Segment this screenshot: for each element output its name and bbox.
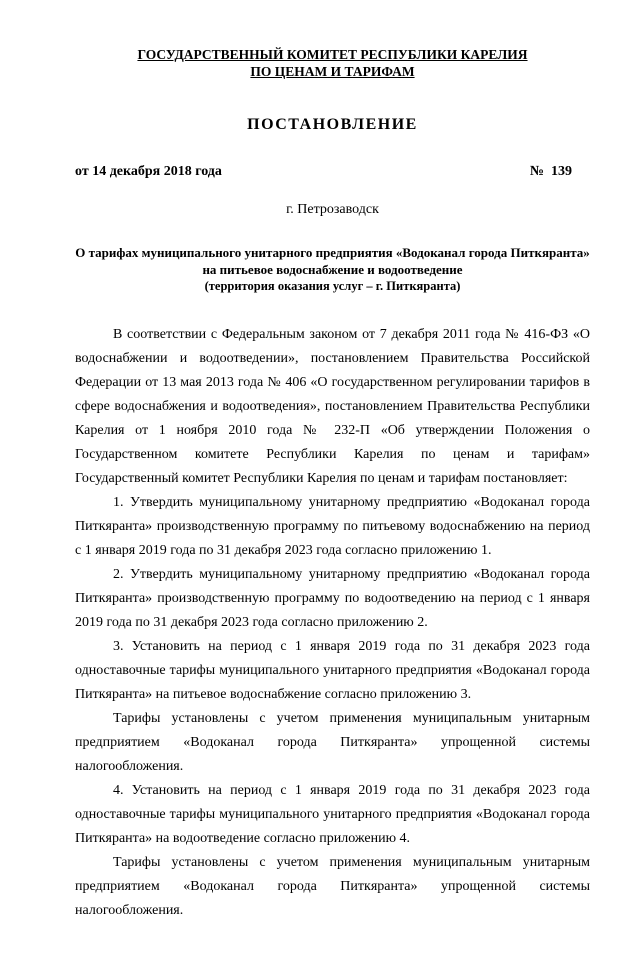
document-subject-territory: (территория оказания услуг – г. Питкяранта) — [204, 279, 461, 293]
body-paragraph: 1. Утвердить муниципальному унитарному предприятию «Водоканал города Питкяранта» производственную программу по питьевому водоснабжению на период с 1 января 2019 года по 31 декабря 2023 года согласно приложению 1. — [75, 495, 590, 558]
document-date: от 14 декабря 2018 года — [75, 164, 222, 179]
body-paragraph: 4. Установить на период с 1 января 2019 года по 31 декабря 2023 года одноставочные тарифы муниципального унитарного предприятия «Водоканал города Питкяранта» на водоотведение согласно приложению 4. — [75, 783, 590, 846]
document-subject — [75, 244, 590, 295]
body-paragraph: Тарифы установлены с учетом применения муниципальным унитарным предприятием «Водоканал города Питкяранта» упрощенной системы налогообложения. — [75, 711, 590, 774]
body-paragraph: 2. Утвердить муниципальному унитарному предприятию «Водоканал города Питкяранта» производственную программу по водоотведению на период с 1 января 2019 года по 31 декабря 2023 года согласно приложению 2. — [75, 567, 590, 630]
document-meta-row — [75, 164, 590, 180]
document-body — [75, 323, 590, 923]
organization-name-line2: ПО ЦЕНАМ И ТАРИФАМ — [250, 64, 415, 79]
document-subject-line1: О тарифах муниципального унитарного предприятия «Водоканал города Питкяранта» — [75, 245, 590, 260]
body-paragraph: Тарифы установлены с учетом применения муниципальным унитарным предприятием «Водоканал города Питкяранта» упрощенной системы налогообложения. — [75, 855, 590, 918]
document-city: г. Петрозаводск — [286, 202, 379, 217]
organization-header — [75, 46, 590, 80]
document-number: № 139 — [529, 164, 572, 179]
document-type-title: ПОСТАНОВЛЕНИЕ — [247, 116, 418, 133]
body-paragraph: 3. Установить на период с 1 января 2019 года по 31 декабря 2023 года одноставочные тарифы муниципального унитарного предприятия «Водоканал города Питкяранта» на питьевое водоснабжение согласно приложению 3. — [75, 639, 590, 702]
document-subject-line2: на питьевое водоснабжение и водоотведение — [202, 262, 463, 277]
organization-name-line1: ГОСУДАРСТВЕННЫЙ КОМИТЕТ РЕСПУБЛИКИ КАРЕЛИЯ — [137, 47, 528, 62]
body-paragraph: В соответствии с Федеральным законом от 7 декабря 2011 года № 416-ФЗ «О водоснабжении и водоотведении», постановлением Правительства Российской Федерации от 13 мая 2013 года № 406 «О государственном регулировании тарифов в сфере водоснабжения и водоотведения», постановлением Правительства Республики Карелия от 1 ноября 2010 года № 232-П «Об утверждении Положения о Государственном комитете Республики Карелия по ценам и тарифам» Государственный комитет Республики Карелия по ценам и тарифам постановляет: — [75, 327, 590, 486]
